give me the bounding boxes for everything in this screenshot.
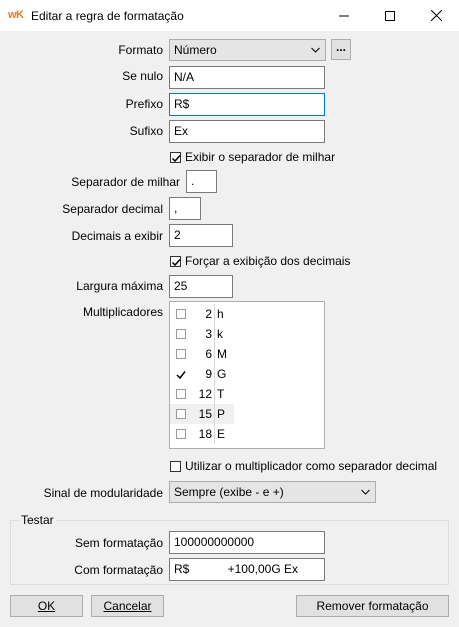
multiplier-checkbox[interactable]: [176, 389, 186, 399]
chevron-down-icon: [361, 482, 370, 508]
multiplier-symbol: G: [217, 367, 227, 381]
multiplier-symbol: k: [217, 327, 223, 341]
multiplier-checkbox[interactable]: [176, 409, 186, 419]
multiplier-exponent: 18: [198, 427, 212, 441]
multiplier-row[interactable]: [170, 364, 234, 384]
ok-button[interactable]: [10, 595, 83, 617]
title-bar: [0, 0, 459, 31]
maximize-icon: [385, 11, 395, 21]
close-button[interactable]: [413, 0, 459, 31]
minimize-button[interactable]: [321, 0, 367, 31]
if-null-label: Se nulo: [122, 69, 163, 83]
multiplier-checkbox[interactable]: [176, 429, 186, 439]
multiplier-checkbox[interactable]: [176, 349, 186, 359]
thousands-sep-label: Separador de milhar: [71, 175, 180, 189]
multiplier-symbol: h: [217, 307, 224, 321]
modularity-select-value: Sempre (exibe - e +): [174, 485, 284, 499]
multipliers-list[interactable]: [169, 301, 325, 449]
show-thousands-sep-checkbox[interactable]: [170, 150, 335, 164]
formatted-label: Com formatação: [74, 563, 163, 577]
format-select[interactable]: [169, 39, 326, 61]
column-divider: [214, 304, 215, 324]
column-divider: [214, 404, 215, 424]
cancel-button[interactable]: [91, 595, 164, 617]
decimal-sep-input[interactable]: ,: [169, 197, 201, 220]
multiplier-exponent: 3: [205, 327, 212, 341]
use-multiplier-as-sep-checkbox[interactable]: [170, 459, 437, 473]
multiplier-row[interactable]: [170, 304, 234, 324]
checkmark-icon: [176, 370, 186, 380]
formatted-output: [169, 558, 325, 581]
multiplier-checkbox[interactable]: [176, 329, 186, 339]
ok-button-label: OK: [37, 599, 56, 613]
multiplier-symbol: P: [217, 407, 226, 421]
multiplier-exponent: 9: [205, 367, 212, 381]
multiplier-exponent: 12: [198, 387, 212, 401]
formatted-value: +100,00G Ex: [227, 562, 298, 576]
thousands-sep-input[interactable]: .: [186, 170, 217, 193]
multiplier-exponent: 15: [198, 407, 212, 421]
multiplier-exponent: 6: [205, 347, 212, 361]
minimize-icon: [339, 11, 349, 21]
checkbox-box: [170, 256, 181, 267]
chevron-down-icon: [311, 40, 320, 66]
checkmark-icon: [171, 257, 182, 268]
remove-format-button[interactable]: Remover formatação: [296, 595, 449, 617]
formatted-prefix: R$: [174, 562, 190, 576]
checkbox-box: [170, 152, 181, 163]
column-divider: [214, 384, 215, 404]
multiplier-checkbox[interactable]: [176, 309, 186, 319]
format-select-value: Número: [174, 43, 217, 57]
checkbox-box: [170, 461, 181, 472]
show-thousands-sep-label: Exibir o separador de milhar: [185, 150, 336, 164]
multiplier-symbol: M: [217, 347, 227, 361]
force-decimals-label: Forçar a exibição dos decimais: [185, 254, 351, 268]
max-width-input[interactable]: 25: [169, 275, 233, 298]
column-divider: [214, 364, 215, 384]
close-icon: [431, 10, 442, 21]
column-divider: [214, 424, 215, 444]
test-group-title: Testar: [21, 513, 54, 527]
max-width-label: Largura máxima: [76, 279, 163, 293]
prefix-label: Prefixo: [125, 97, 163, 111]
decimal-sep-label: Separador decimal: [62, 202, 163, 216]
modularity-select[interactable]: [169, 481, 376, 503]
multiplier-row[interactable]: [170, 344, 234, 364]
cancel-button-label: Cancelar: [103, 599, 152, 613]
multiplier-row[interactable]: [170, 424, 234, 444]
force-decimals-checkbox[interactable]: [170, 254, 350, 268]
multiplier-symbol: E: [217, 427, 226, 441]
checkmark-icon: [171, 153, 182, 164]
format-label: Formato: [118, 43, 163, 57]
decimals-label: Decimais a exibir: [71, 229, 163, 243]
unformatted-label: Sem formatação: [74, 536, 163, 550]
unformatted-input[interactable]: 100000000000: [169, 531, 325, 554]
multiplier-exponent: 2: [205, 307, 212, 321]
column-divider: [214, 344, 215, 364]
maximize-button[interactable]: [367, 0, 413, 31]
suffix-label: Sufixo: [129, 124, 163, 138]
multiplier-row[interactable]: [170, 404, 234, 424]
if-null-input[interactable]: N/A: [169, 66, 325, 89]
column-divider: [214, 324, 215, 344]
modularity-label: Sinal de modularidade: [43, 486, 163, 500]
multiplier-checkbox[interactable]: [176, 369, 186, 379]
multiplier-row[interactable]: [170, 384, 234, 404]
multiplier-symbol: T: [217, 387, 225, 401]
format-more-button[interactable]: ...: [331, 39, 351, 60]
multiplier-row[interactable]: [170, 324, 234, 344]
window-title: Editar a regra de formatação: [31, 9, 184, 23]
prefix-input[interactable]: R$: [169, 93, 325, 116]
use-multiplier-as-sep-label: Utilizar o multiplicador como separador decimal: [185, 459, 438, 473]
decimals-input[interactable]: 2: [169, 224, 233, 247]
multipliers-label: Multiplicadores: [82, 305, 163, 319]
suffix-input[interactable]: Ex: [169, 120, 325, 143]
app-logo-icon: wK: [8, 9, 24, 21]
